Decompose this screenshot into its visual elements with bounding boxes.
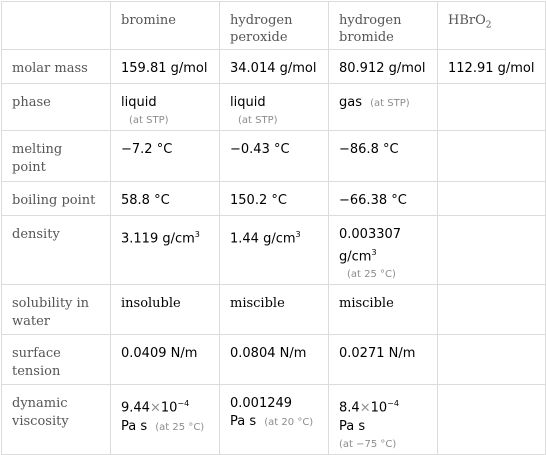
row-label-solubility: solubility in water — [2, 285, 111, 335]
viscosity-hydrogen-peroxide-unit: Pa s — [230, 414, 257, 430]
surface-tension-hydrogen-bromide: 0.0271 N/m — [329, 335, 438, 385]
phase-bromine-condition: (at STP) — [129, 115, 169, 126]
surface-tension-hbro2 — [438, 335, 546, 385]
viscosity-hbro2 — [438, 385, 546, 454]
row-label-melting-point: melting point — [2, 131, 111, 182]
row-surface-tension — [2, 335, 546, 385]
corner-cell — [2, 2, 111, 50]
viscosity-hydrogen-peroxide-value: 0.001249 — [230, 396, 293, 412]
phase-hbro2 — [438, 84, 546, 131]
solubility-hydrogen-peroxide: miscible — [220, 285, 329, 335]
row-molar-mass — [2, 50, 546, 84]
molar-mass-hbro2: 112.91 g/mol — [438, 50, 546, 84]
molar-mass-bromine: 159.81 g/mol — [111, 50, 220, 84]
column-header-hydrogen-bromide: hydrogen bromide — [329, 2, 438, 50]
viscosity-hydrogen-peroxide-condition: (at 20 °C) — [264, 417, 314, 429]
viscosity-hydrogen-bromide — [329, 385, 438, 454]
row-label-viscosity: dynamic viscosity — [2, 385, 111, 454]
viscosity-hydrogen-bromide-unit: Pa s — [339, 418, 366, 434]
row-label-boiling-point: boiling point — [2, 182, 111, 216]
boiling-point-hbro2 — [438, 182, 546, 216]
viscosity-bromine-condition: (at 25 °C) — [155, 421, 205, 433]
phase-hydrogen-peroxide — [220, 84, 329, 131]
molar-mass-hydrogen-peroxide: 34.014 g/mol — [220, 50, 329, 84]
viscosity-bromine-exponent: −4 — [177, 399, 190, 409]
phase-bromine-value: liquid — [121, 95, 157, 110]
phase-hydrogen-bromide-value: gas — [339, 95, 362, 110]
phase-hydrogen-peroxide-condition: (at STP) — [238, 115, 278, 126]
row-label-density: density — [2, 216, 111, 285]
phase-bromine — [111, 84, 220, 131]
melting-point-bromine: −7.2 °C — [111, 131, 220, 182]
density-bromine-exponent: 3 — [194, 230, 200, 239]
row-viscosity — [2, 385, 546, 454]
density-hydrogen-peroxide-value: 1.44 g/cm — [230, 231, 296, 247]
density-hydrogen-bromide — [329, 216, 438, 285]
molar-mass-hydrogen-bromide: 80.912 g/mol — [329, 50, 438, 84]
row-melting-point — [2, 131, 546, 182]
viscosity-hydrogen-peroxide — [220, 385, 329, 454]
column-header-hydrogen-peroxide: hydrogen peroxide — [220, 2, 329, 50]
properties-table — [1, 1, 546, 455]
melting-point-hbro2 — [438, 131, 546, 182]
solubility-hbro2 — [438, 285, 546, 335]
solubility-hydrogen-bromide: miscible — [329, 285, 438, 335]
row-solubility — [2, 285, 546, 335]
row-label-phase: phase — [2, 84, 111, 131]
viscosity-bromine — [111, 385, 220, 454]
viscosity-hydrogen-bromide-condition: (at −75 °C) — [339, 438, 397, 450]
melting-point-hydrogen-peroxide: −0.43 °C — [220, 131, 329, 182]
solubility-bromine: insoluble — [111, 285, 220, 335]
hbro2-subscript: 2 — [485, 20, 492, 31]
density-hydrogen-bromide-number: 0.003307 — [339, 227, 402, 242]
viscosity-bromine-mantissa: 9.44 — [121, 400, 150, 416]
viscosity-hydrogen-bromide-exponent: −4 — [387, 399, 399, 409]
hbro2-formula: HBrO — [448, 13, 486, 28]
phase-hydrogen-bromide-condition: (at STP) — [370, 98, 410, 109]
density-hbro2 — [438, 216, 546, 285]
density-hydrogen-peroxide — [220, 216, 329, 285]
viscosity-hydrogen-bromide-base: 10 — [370, 400, 388, 416]
density-bromine — [111, 216, 220, 285]
boiling-point-bromine: 58.8 °C — [111, 182, 220, 216]
density-bromine-value: 3.119 g/cm — [121, 231, 195, 247]
viscosity-bromine-base: 10 — [160, 400, 178, 416]
row-label-surface-tension: surface tension — [2, 335, 111, 385]
row-density — [2, 216, 546, 285]
density-hydrogen-bromide-exponent: 3 — [371, 248, 377, 257]
surface-tension-bromine: 0.0409 N/m — [111, 335, 220, 385]
density-hydrogen-bromide-condition: (at 25 °C) — [347, 269, 396, 281]
row-boiling-point — [2, 182, 546, 216]
row-phase — [2, 84, 546, 131]
row-label-molar-mass: molar mass — [2, 50, 111, 84]
viscosity-hydrogen-bromide-mantissa: 8.4 — [339, 400, 360, 416]
column-header-bromine: bromine — [111, 2, 220, 50]
density-hydrogen-peroxide-exponent: 3 — [295, 230, 301, 239]
phase-hydrogen-peroxide-value: liquid — [230, 95, 266, 110]
viscosity-bromine-times: × — [149, 400, 161, 416]
header-row — [2, 2, 546, 50]
boiling-point-hydrogen-bromide: −66.38 °C — [329, 182, 438, 216]
phase-hydrogen-bromide — [329, 84, 438, 131]
viscosity-bromine-unit: Pa s — [121, 418, 148, 434]
density-hydrogen-bromide-unit: g/cm — [339, 249, 372, 265]
surface-tension-hydrogen-peroxide: 0.0804 N/m — [220, 335, 329, 385]
column-header-hbro2 — [438, 2, 546, 50]
viscosity-hydrogen-bromide-times: × — [359, 400, 371, 416]
boiling-point-hydrogen-peroxide: 150.2 °C — [220, 182, 329, 216]
melting-point-hydrogen-bromide: −86.8 °C — [329, 131, 438, 182]
